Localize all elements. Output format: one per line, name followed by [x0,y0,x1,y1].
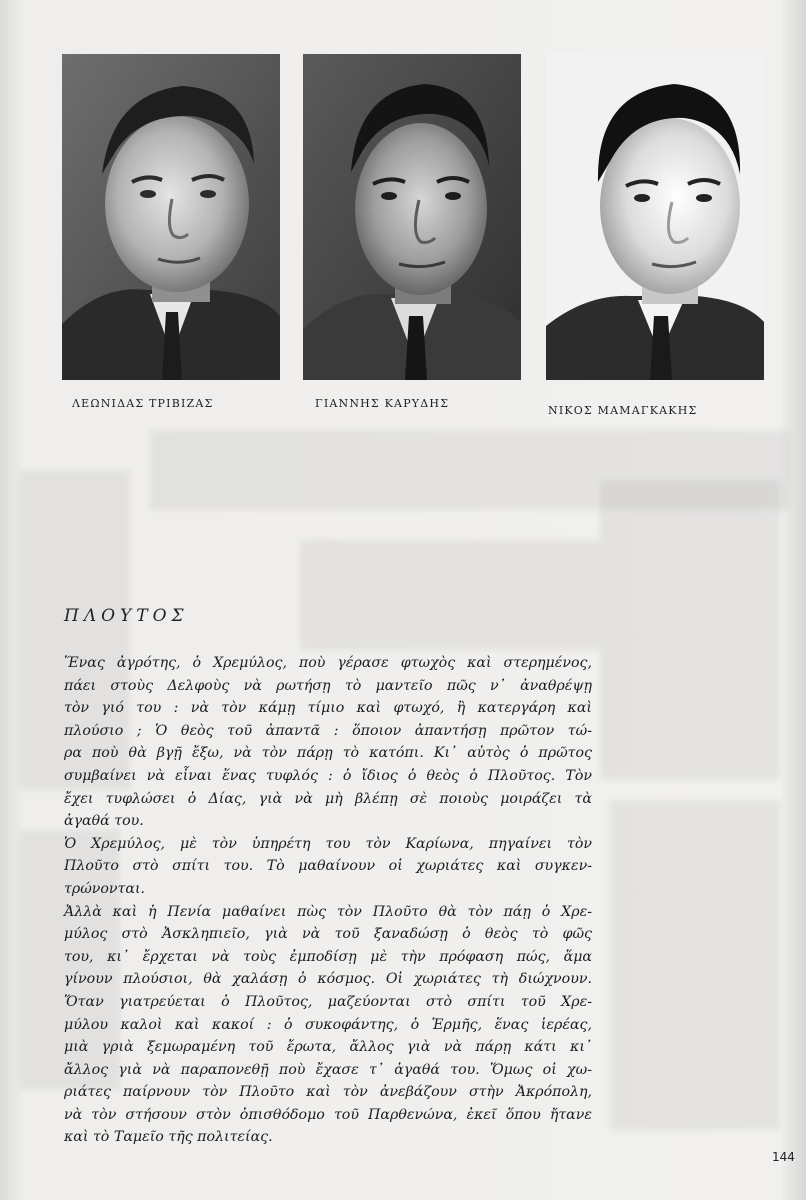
text-line: ρα ποὺ θὰ βγῇ ἔξω, νὰ τὸν πάρῃ τὸ κατόπι. Κι᾿ αὐτὸς ὁ πρῶτος [64,745,592,762]
portrait-photo [303,54,521,380]
text-line: ἀγαθά του. [64,813,144,830]
portrait-caption: ΓΙΑΝΝΗΣ ΚΑΡΥΔΗΣ [315,397,450,410]
portrait-image [546,54,764,380]
text-line: τρώνονται. [64,880,146,897]
text-line: ριάτες παίρνουν τὸν Πλοῦτο καὶ τὸν ἀνεβάζουν στὴν Ἀκρόπολη, [64,1084,592,1101]
text-line: τὸν γιό του : νὰ τὸν κάμῃ τίμιο καὶ φτωχό, ἢ κατεργάρη καὶ [64,700,592,717]
text-line: καὶ τὸ Ταμεῖο τῆς πολιτείας. [64,1129,273,1146]
article-body [64,652,592,1149]
text-line: Ὁ Χρεμύλος, μὲ τὸν ὑπηρέτη του τὸν Καρίωνα, πηγαίνει τὸν [64,835,592,852]
bleed-through-photo [600,480,780,780]
text-line: πάει στοὺς Δελφοὺς νὰ ρωτήσῃ τὸ μαντεῖο πῶς ν᾿ ἀναθρέψῃ [64,677,592,694]
text-line: μιὰ γριὰ ξεμωραμένη τοῦ ἔρωτα, ἄλλος γιὰ νὰ πάρῃ κάτι κι᾿ [64,1039,592,1056]
text-line: Πλοῦτο στὸ σπίτι του. Τὸ μαθαίνουν οἱ χωριάτες καὶ συγκεν- [64,858,592,875]
portrait-caption: ΛΕΩΝΙΔΑΣ ΤΡΙΒΙΖΑΣ [72,397,214,410]
article-title: ΠΛΟΥΤΟΣ [64,606,189,626]
bleed-through-text [300,540,600,650]
text-line: γίνουν πλούσιοι, θὰ χαλάσῃ ὁ κόσμος. Οἱ χωριάτες τὴ διώχνουν. [64,971,592,988]
text-line: νὰ τὸν στήσουν στὸν ὀπισθόδομο τοῦ Παρθενώνα, ἐκεῖ ὅπου ἤτανε [64,1106,592,1123]
text-line: Ὅταν γιατρεύεται ὁ Πλοῦτος, μαζεύονται στὸ σπίτι τοῦ Χρε- [64,993,592,1010]
portrait-image [62,54,280,380]
text-line: μύλου καλοὶ καὶ κακοί : ὁ συκοφάντης, ὁ Ἑρμῆς, ἕνας ἱερέας, [64,1016,592,1033]
text-line: του, κι᾿ ἔρχεται νὰ τοὺς ἐμποδίσῃ μὲ τὴν πρόφαση πώς, ἅμα [64,948,592,965]
portrait-image [303,54,521,380]
portrait-photo [62,54,280,380]
page-number: 144 [772,1150,795,1164]
text-line: ἔχει τυφλώσει ὁ Δίας, γιὰ νὰ μὴ βλέπῃ σὲ ποιοὺς μοιράζει τὰ [64,790,592,807]
bleed-through-photo [610,800,780,1130]
portrait-caption: ΝΙΚΟΣ ΜΑΜΑΓΚΑΚΗΣ [548,404,698,417]
text-line: μύλος στὸ Ἀσκληπιεῖο, γιὰ νὰ τοῦ ξαναδώσῃ ὁ θεὸς τὸ φῶς [64,926,592,943]
portrait-photo [546,54,764,380]
text-line: συμβαίνει νὰ εἶναι ἕνας τυφλός : ὁ ἴδιος ὁ θεὸς ὁ Πλοῦτος. Τὸν [64,767,592,784]
text-line: ἄλλος γιὰ νὰ παραπονεθῇ ποὺ ἔχασε τ᾿ ἀγαθά του. Ὅμως οἱ χω- [64,1061,592,1078]
text-line: Ἕνας ἀγρότης, ὁ Χρεμύλος, ποὺ γέρασε φτωχὸς καὶ στερημένος, [64,655,592,671]
text-line: πλούσιο ; Ὁ θεὸς τοῦ ἀπαντᾶ : ὅποιον ἀπαντήσῃ πρῶτον τώ- [64,722,592,739]
text-line: Ἀλλὰ καὶ ἡ Πενία μαθαίνει πὼς τὸν Πλοῦτο θὰ τὸν πάῃ ὁ Χρε- [64,903,592,920]
